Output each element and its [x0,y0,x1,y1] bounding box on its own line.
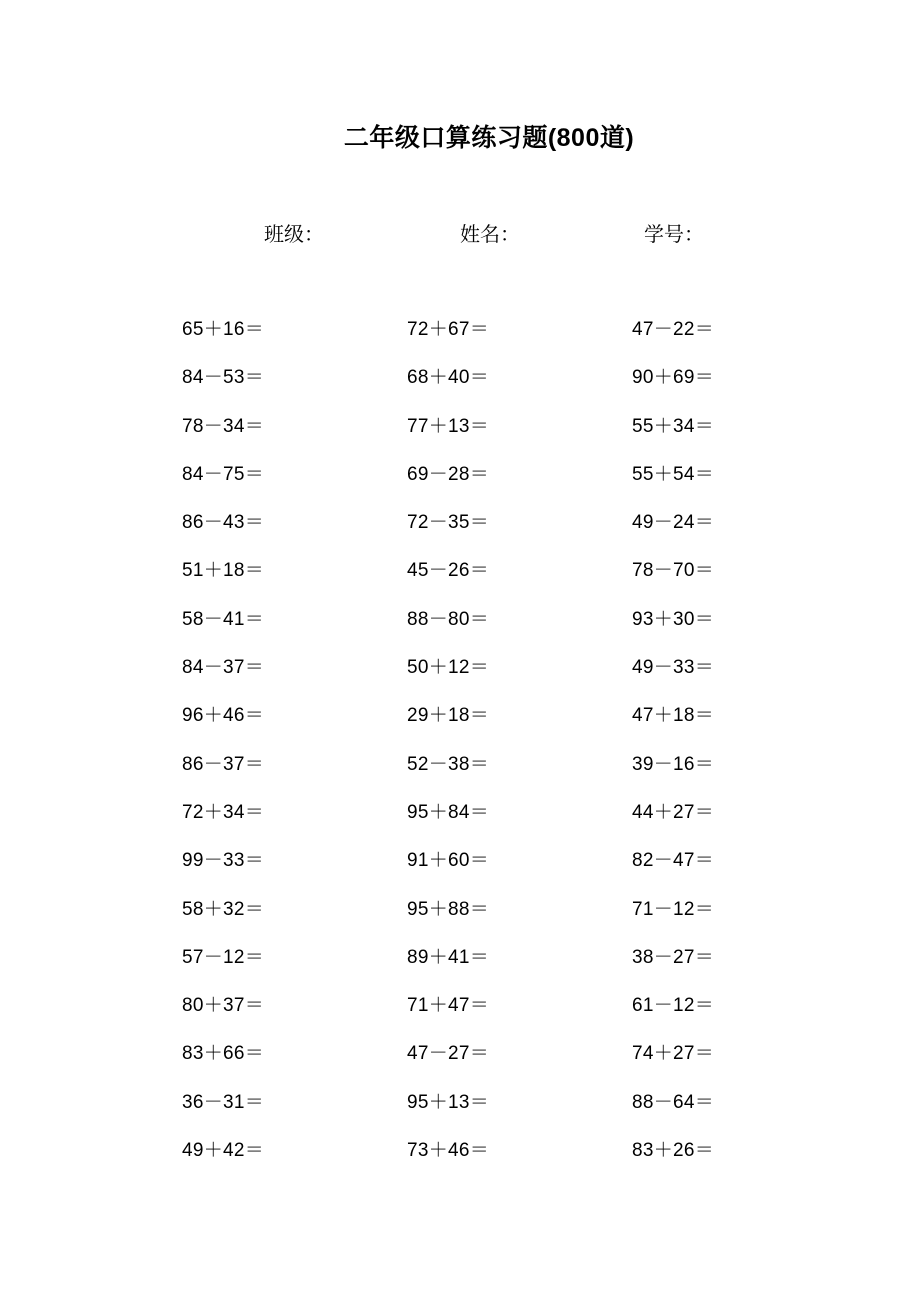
arithmetic-problem: 82－47＝ [632,850,715,872]
arithmetic-problem: 38－27＝ [632,946,715,968]
arithmetic-problem: 86－37＝ [182,753,265,775]
arithmetic-problem: 72＋34＝ [182,801,265,823]
problem-row [0,314,920,362]
arithmetic-problem: 39－16＝ [632,753,715,775]
arithmetic-problem: 50＋12＝ [407,657,490,679]
arithmetic-problem: 47－22＝ [632,319,715,340]
arithmetic-problem: 95＋13＝ [407,1091,490,1113]
arithmetic-problem: 83＋66＝ [182,1043,265,1065]
problem-row [0,1087,920,1135]
arithmetic-problem: 45－26＝ [407,560,490,582]
arithmetic-problem: 58＋32＝ [182,898,265,920]
arithmetic-problem: 84－37＝ [182,657,265,679]
arithmetic-problem: 65＋16＝ [182,319,265,340]
problem-grid [0,314,920,1183]
arithmetic-problem: 74＋27＝ [632,1043,715,1065]
arithmetic-problem: 83＋26＝ [632,1140,715,1162]
name-field-label: 姓名： [460,224,520,246]
arithmetic-problem: 78－70＝ [632,560,715,582]
arithmetic-problem: 90＋69＝ [632,367,715,389]
arithmetic-problem: 72－35＝ [407,512,490,534]
arithmetic-problem: 71－12＝ [632,898,715,920]
problem-row [0,604,920,652]
arithmetic-problem: 55＋34＝ [632,415,715,437]
problem-row [0,749,920,797]
page-title: 二年级口算练习题(800道) [343,124,635,152]
arithmetic-problem: 80＋37＝ [182,995,265,1017]
arithmetic-problem: 51＋18＝ [182,560,265,582]
problem-row [0,652,920,700]
arithmetic-problem: 69－28＝ [407,463,490,485]
arithmetic-problem: 47＋18＝ [632,705,715,727]
arithmetic-problem: 72＋67＝ [407,319,490,340]
arithmetic-problem: 84－75＝ [182,463,265,485]
problem-row [0,1135,920,1183]
arithmetic-problem: 68＋40＝ [407,367,490,389]
problem-row [0,1038,920,1086]
arithmetic-problem: 96＋46＝ [182,705,265,727]
arithmetic-problem: 89＋41＝ [407,946,490,968]
class-field-label: 班级： [264,224,324,246]
arithmetic-problem: 73＋46＝ [407,1140,490,1162]
arithmetic-problem: 88－64＝ [632,1091,715,1113]
arithmetic-problem: 84－53＝ [182,367,265,389]
student-id-field-label: 学号： [644,224,704,246]
arithmetic-problem: 91＋60＝ [407,850,490,872]
arithmetic-problem: 61－12＝ [632,995,715,1017]
arithmetic-problem: 49＋42＝ [182,1140,265,1162]
problem-row [0,797,920,845]
arithmetic-problem: 49－33＝ [632,657,715,679]
arithmetic-problem: 47－27＝ [407,1043,490,1065]
problem-row [0,894,920,942]
arithmetic-problem: 88－80＝ [407,608,490,630]
arithmetic-problem: 78－34＝ [182,415,265,437]
student-info-row [0,218,920,248]
arithmetic-problem: 57－12＝ [182,946,265,968]
arithmetic-problem: 52－38＝ [407,753,490,775]
problem-row [0,411,920,459]
arithmetic-problem: 95＋88＝ [407,898,490,920]
problem-row [0,362,920,410]
arithmetic-problem: 29＋18＝ [407,705,490,727]
arithmetic-problem: 77＋13＝ [407,415,490,437]
arithmetic-problem: 55＋54＝ [632,463,715,485]
arithmetic-problem: 49－24＝ [632,512,715,534]
arithmetic-problem: 99－33＝ [182,850,265,872]
problem-row [0,507,920,555]
problem-row [0,845,920,893]
problem-row [0,942,920,990]
arithmetic-problem: 36－31＝ [182,1091,265,1113]
problem-row [0,459,920,507]
arithmetic-problem: 86－43＝ [182,512,265,534]
arithmetic-problem: 44＋27＝ [632,801,715,823]
problem-row [0,700,920,748]
arithmetic-problem: 71＋47＝ [407,995,490,1017]
arithmetic-problem: 93＋30＝ [632,608,715,630]
problem-row [0,555,920,603]
problem-row [0,990,920,1038]
arithmetic-problem: 95＋84＝ [407,801,490,823]
arithmetic-problem: 58－41＝ [182,608,265,630]
